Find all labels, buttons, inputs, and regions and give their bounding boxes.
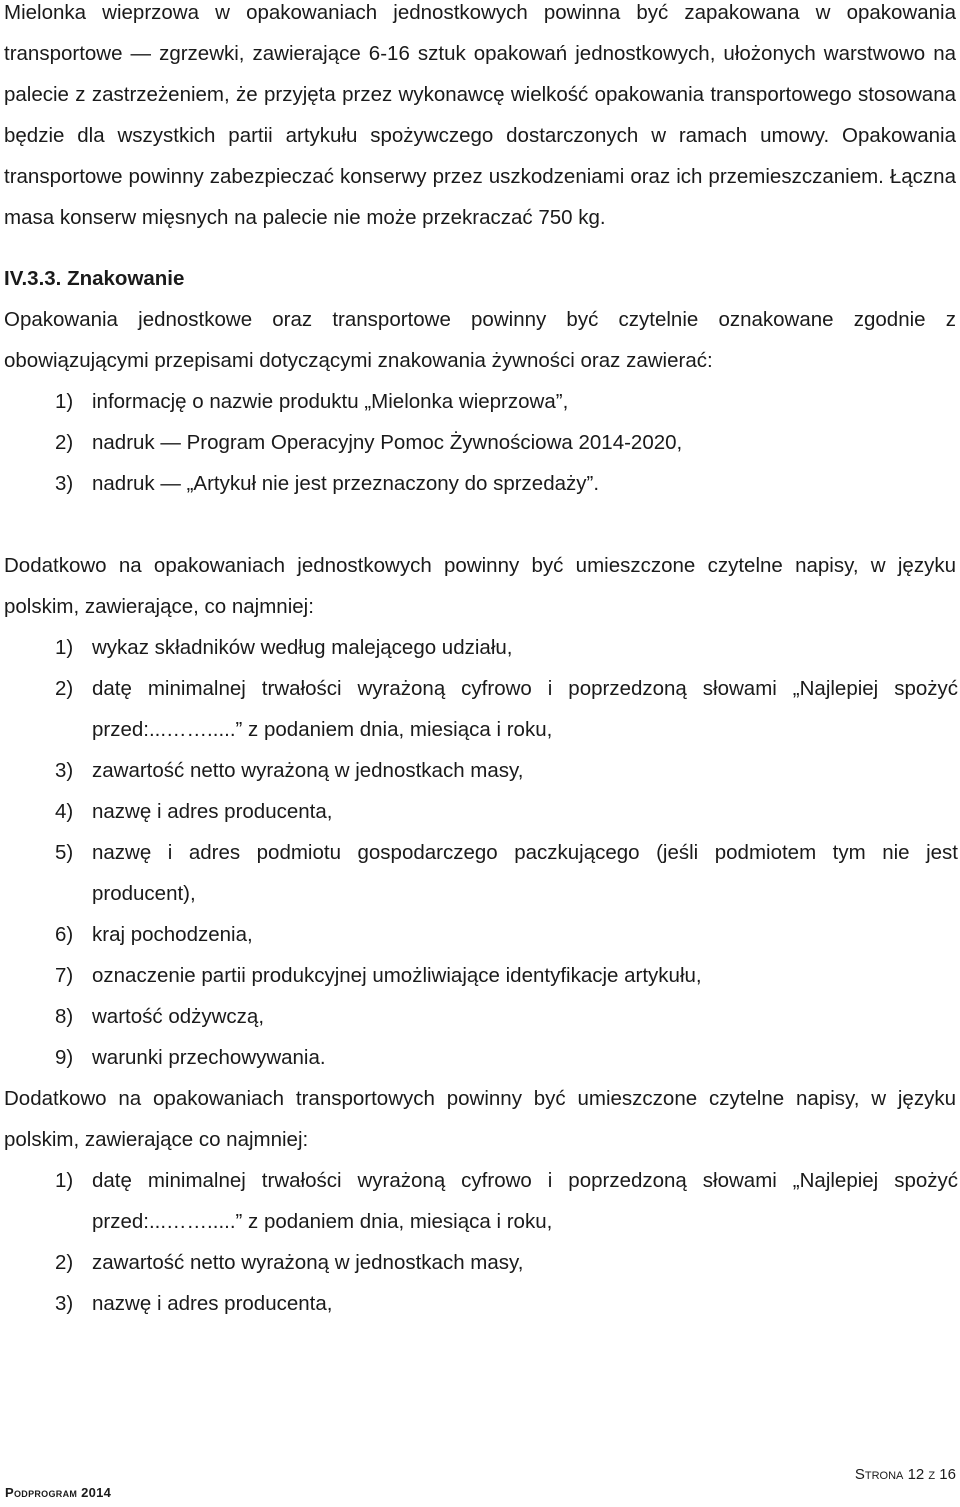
labeling-list: [0, 381, 958, 504]
list-item: [55, 1037, 958, 1078]
list-item: [55, 832, 958, 914]
list-item: [55, 422, 958, 463]
spacer: [0, 504, 960, 545]
list-item: [55, 914, 958, 955]
unit-packaging-list: [0, 627, 958, 1078]
item-number: 6): [55, 923, 74, 946]
item-text: warunki przechowywania.: [92, 1046, 326, 1069]
list-item: [55, 955, 958, 996]
list-item: [55, 1242, 958, 1283]
item-text: datę minimalnej trwałości wyrażoną cyfrowo i poprzedzoną słowami „Najlepiej spożyć przed:...…….....” z podaniem dnia, miesiąca i roku,: [92, 1169, 958, 1233]
item-number: 1): [55, 1169, 74, 1192]
list-item: [55, 381, 958, 422]
item-number: 3): [55, 472, 74, 495]
item-number: 3): [55, 1292, 74, 1315]
item-text: nadruk — „Artykuł nie jest przeznaczony do sprzedaży”.: [92, 472, 600, 495]
item-number: 8): [55, 1005, 74, 1028]
item-text: nazwę i adres producenta,: [92, 800, 333, 823]
item-number: 5): [55, 841, 74, 864]
list-item: [55, 668, 958, 750]
item-number: 1): [55, 390, 74, 413]
item-text: wartość odżywczą,: [92, 1005, 265, 1028]
list-item: [55, 463, 958, 504]
list-item: [55, 750, 958, 791]
item-text: zawartość netto wyrażoną w jednostkach masy,: [92, 1251, 524, 1274]
item-text: zawartość netto wyrażoną w jednostkach masy,: [92, 759, 524, 782]
list-item: [55, 791, 958, 832]
item-number: 2): [55, 1251, 74, 1274]
item-text: nadruk — Program Operacyjny Pomoc Żywnościowa 2014-2020,: [92, 431, 683, 454]
list-item: [55, 1283, 958, 1324]
section-lead: Opakowania jednostkowe oraz transportowe powinny być czytelnie oznakowane zgodnie z obowiązującymi przepisami dotyczącymi znakowania żywności oraz zawierać:: [4, 308, 956, 372]
footer-program-label: Podprogram 2014: [5, 1485, 112, 1500]
item-number: 2): [55, 431, 74, 454]
item-text: kraj pochodzenia,: [92, 923, 253, 946]
intro-paragraph: Mielonka wieprzowa w opakowaniach jednostkowych powinna być zapakowana w opakowania transportowe — zgrzewki, zawierające 6-16 sztuk opakowań jednostkowych, ułożonych warstwowo na palecie z zastrzeżeniem, że przyjęta przez wykonawcę wielkość opakowania transportowego stosowana będzie dla wszystkich partii artykułu spożywczego dostarczonych w ramach umowy. Opakowania transportowe powinny zabezpieczać konserwy przez uszkodzeniami oraz ich przemieszczaniem. Łączna masa konserw mięsnych na palecie nie może przekraczać 750 kg.: [4, 1, 956, 229]
item-text: nazwę i adres podmiotu gospodarczego paczkującego (jeśli podmiotem tym nie jest producent),: [92, 841, 958, 905]
item-text: oznaczenie partii produkcyjnej umożliwiające identyfikacje artykułu,: [92, 964, 702, 987]
footer-page-number: Strona 12 z 16: [854, 1466, 956, 1483]
item-number: 4): [55, 800, 74, 823]
item-text: wykaz składników według malejącego udziału,: [92, 636, 513, 659]
item-number: 9): [55, 1046, 74, 1069]
list-item: [55, 996, 958, 1037]
section-heading: IV.3.3. Znakowanie: [4, 267, 185, 290]
transport-packaging-lead: Dodatkowo na opakowaniach transportowych powinny być umieszczone czytelne napisy, w języku polskim, zawierające co najmniej:: [4, 1087, 956, 1151]
item-number: 1): [55, 636, 74, 659]
item-number: 3): [55, 759, 74, 782]
item-text: nazwę i adres producenta,: [92, 1292, 333, 1315]
list-item: [55, 1160, 958, 1242]
item-text: informację o nazwie produktu „Mielonka wieprzowa”,: [92, 390, 569, 413]
item-text: datę minimalnej trwałości wyrażoną cyfrowo i poprzedzoną słowami „Najlepiej spożyć przed:...…….....” z podaniem dnia, miesiąca i roku,: [92, 677, 958, 741]
list-item: [55, 627, 958, 668]
unit-packaging-lead: Dodatkowo na opakowaniach jednostkowych powinny być umieszczone czytelne napisy, w języku polskim, zawierające, co najmniej:: [4, 554, 956, 618]
transport-packaging-list: [0, 1160, 958, 1324]
item-number: 7): [55, 964, 74, 987]
item-number: 2): [55, 677, 74, 700]
